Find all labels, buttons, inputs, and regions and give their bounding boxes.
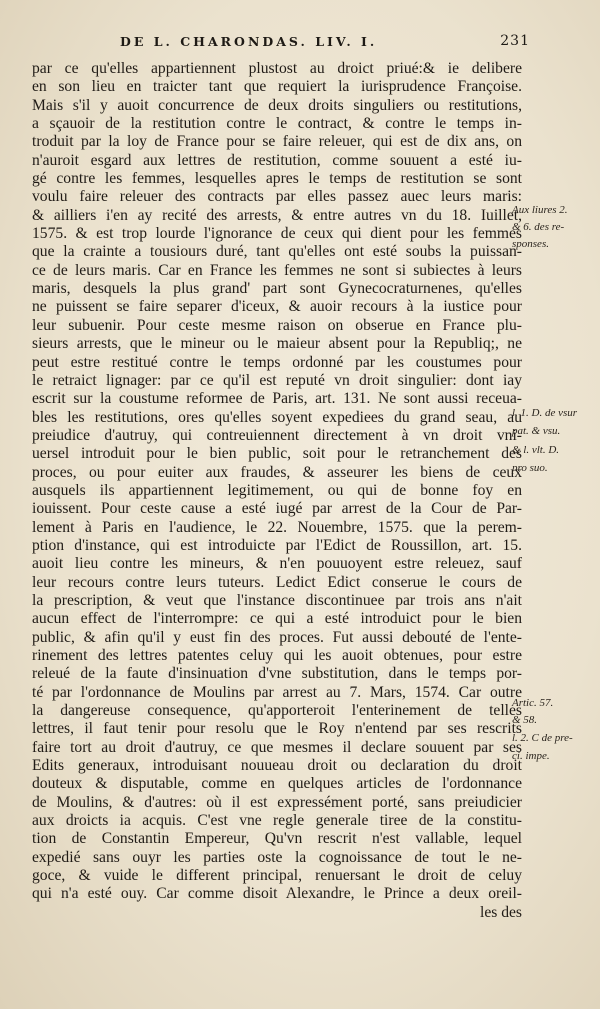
text-line: lement à Paris en l'audience, le 22. Nouembre, 1575. que la perem- bbox=[32, 518, 522, 536]
text-line: gé contre les femmes, lesquelles apres le temps de restitution se sont bbox=[32, 170, 522, 188]
text-line: sieurs arrests, que le mineur ou le maieur absent pour la Republiq;, ne bbox=[32, 335, 522, 353]
text-line: n'auroit esgard aux lettres de restitution, comme souuent a esté iu- bbox=[32, 151, 522, 169]
text-line: par ce qu'elles appartiennent plustost au droict priué:& ie delibere bbox=[32, 60, 522, 77]
text-line: en son lieu en traicter tant que requiert la iurisprudence Françoise. bbox=[32, 78, 522, 96]
text-line: & ailliers i'en ay recité des arrests, & entre autres vn du 18. Iuillet, bbox=[32, 206, 522, 224]
main-text bbox=[32, 60, 522, 922]
text-line: goce, & vuide le different principal, renuersant le droit de celuy bbox=[32, 867, 522, 885]
text-line: té par l'ordonnance de Moulins par arrest au 7. Mars, 1574. Car outre bbox=[32, 683, 522, 701]
text-line: expedié sans ouyr les parties oste la cognoissance de tout le ne- bbox=[32, 848, 522, 866]
text-line: la prescription, & veut que l'instance discontinuee par trois ans n'ait bbox=[32, 591, 522, 609]
text-line: aux droicts ia acquis. C'est vne regle generale tiree de la constitu- bbox=[32, 812, 522, 830]
text-line: leur subuenir. Pour ceste mesme raison on obserue en France plu- bbox=[32, 316, 522, 334]
text-line: ne puissent se faire separer d'iceux, & auoir recours à la iustice pour bbox=[32, 298, 522, 316]
text-line: de Moulins, & d'autres: où il est expressément porté, sans preiudicier bbox=[32, 793, 522, 811]
marginal-note: ci. impe. bbox=[512, 750, 550, 762]
marginal-note: Aux liures 2. bbox=[512, 204, 568, 216]
text-line: bles les restitutions, ores qu'elles soyent expediees du grand seau, au bbox=[32, 408, 522, 426]
text-line: 1575. & est trop lourde l'ignorance de ceux qui dient pour les femmes bbox=[32, 225, 522, 243]
text-line: iouissent. Pour ceste cause a esté iugé par arrest de la Cour de Par- bbox=[32, 500, 522, 518]
page-number: 231 bbox=[500, 33, 530, 49]
text-line: les des bbox=[479, 903, 522, 921]
text-line: aucun effect de l'interrompre: ce qui a esté introduict pour le bien bbox=[32, 610, 522, 628]
text-line: faire tort au droit d'autruy, ce que mesmes il declare souuent par ses bbox=[32, 738, 522, 756]
marginal-note: pat. & vsu. bbox=[512, 425, 561, 437]
marginal-note: & l. vlt. D. bbox=[512, 444, 560, 456]
text-line: Mais s'il y auoit concurrence de deux droits singuliers ou restitutions, bbox=[32, 96, 522, 114]
text-line: preiudice d'autruy, qui contreuiennent directement à vn droit vni- bbox=[32, 426, 522, 444]
text-line: public, & afin qu'il y eust fin des proces. Fut aussi debouté de l'ente- bbox=[32, 628, 522, 646]
text-line: que la crainte a tousiours duré, tant qu'elles ont esté soubs la puissan- bbox=[32, 243, 522, 261]
text-line: a sçauoir de la restitution contre le contract, & contre le temps in- bbox=[32, 115, 522, 133]
text-line: maris, desquels la plus grand' part sont Gynecocraturnenes, qu'elles bbox=[32, 280, 522, 298]
page-header bbox=[120, 34, 530, 50]
text-line: ce de leurs maris. Car en France les femmes ne sont si subiectes à leurs bbox=[32, 261, 522, 279]
text-line: douteux & disputable, comme en quelques articles de l'ordonnance bbox=[32, 775, 522, 793]
text-line: escrit sur la coustume reformee de Paris, art. 131. Ne sont aussi receua- bbox=[32, 390, 522, 408]
marginal-note: & 58. bbox=[512, 714, 538, 726]
marginal-note: l. 1. D. de vsur bbox=[512, 407, 578, 419]
running-title: DE L. CHARONDAS. LIV. I. bbox=[120, 34, 378, 49]
text-line: ausquels ils appartiennent legitimement, ou qui de bonne foy en bbox=[32, 481, 522, 499]
text-line: troduit par la loy de France pour se faire releuer, qui est de dix ans, on bbox=[32, 133, 522, 151]
text-line: le retraict lignager: par ce qu'il est reputé vn droit singulier: dont iay bbox=[32, 371, 522, 389]
text-line: leur recours contre leurs tuteurs. Ledict Edict conserue le cours de bbox=[32, 573, 522, 591]
text-line: lettres, il faut tenir pour resolu que le Roy n'entend par ses rescrits bbox=[32, 720, 522, 738]
text-line: releué de la faute d'insinuation d'vne substitution, dans le temps por- bbox=[32, 665, 522, 683]
marginal-note: sponses. bbox=[512, 238, 549, 250]
text-line: peut estre restitué contre le temps ordonné par les coustumes pour bbox=[32, 353, 522, 371]
text-line: voulu faire releuer des contracts par elles passez auec leurs maris: bbox=[32, 188, 522, 206]
text-line: tion de Constantin Empereur, Qu'vn rescrit n'est vallable, lequel bbox=[32, 830, 522, 848]
marginal-note: pro suo. bbox=[512, 462, 548, 474]
text-line: la dangereuse consequence, qu'apporteroit l'enterinement de telles bbox=[32, 702, 522, 720]
text-line: rinement des lettres patentes celuy qui les auoit obtenues, pour estre bbox=[32, 647, 522, 664]
text-line: uersel introduit pour le bien public, soit pour le retranchement des bbox=[32, 445, 522, 463]
text-line: auoit lieu contre les mineurs, & n'en pouuoyent estre releuez, sauf bbox=[32, 555, 522, 573]
text-line: qui n'a esté ouy. Car comme disoit Alexandre, le Prince a deux oreil- bbox=[32, 885, 522, 903]
marginal-note: & 6. des re- bbox=[512, 221, 565, 233]
marginal-note: l. 2. C de pre- bbox=[512, 732, 573, 744]
marginal-note: Artic. 57. bbox=[512, 697, 554, 709]
text-line: proces, ou pour euiter aux fraudes, & asseurer les biens de ceux bbox=[32, 463, 522, 481]
text-line: Edits generaux, introduisant nouueau droit ou declaration du droit bbox=[32, 757, 522, 775]
text-line: ption d'instance, qui est introduicte par l'Edict de Roussillon, art. 15. bbox=[32, 536, 522, 554]
